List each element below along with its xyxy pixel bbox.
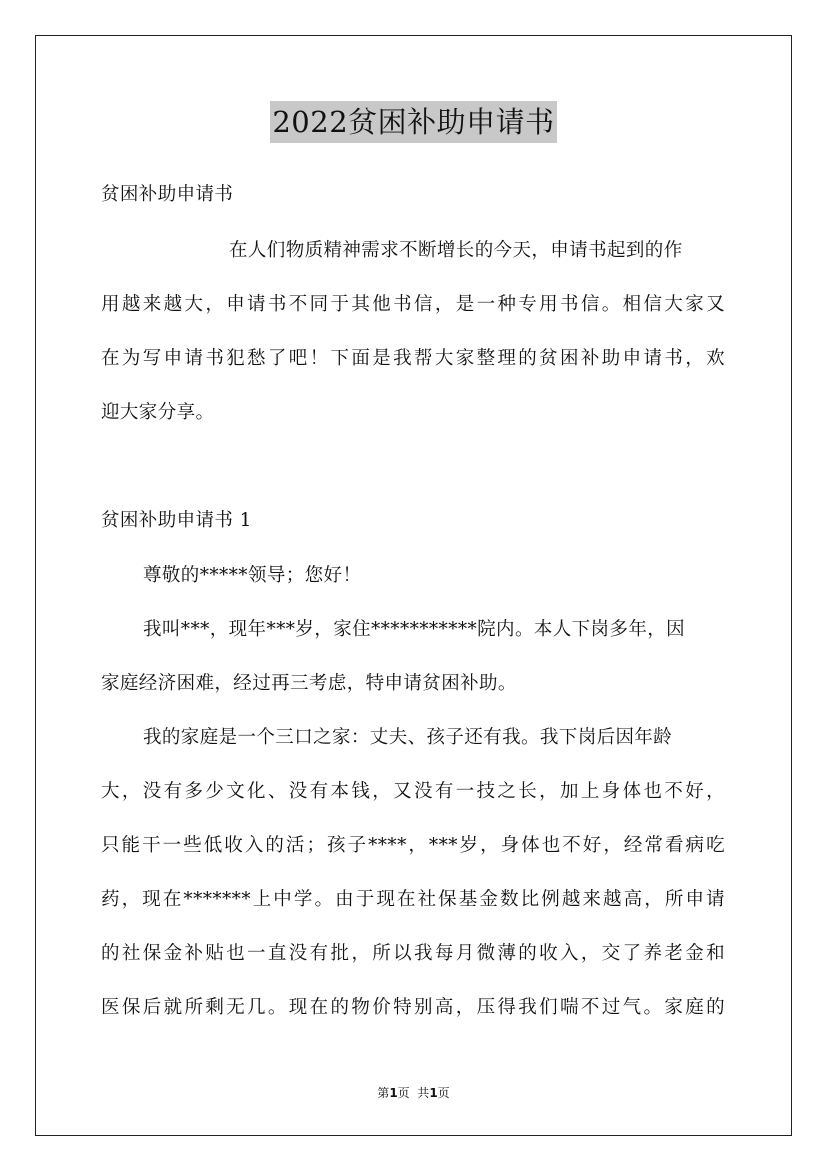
para2-line-2: 大，没有多少文化、没有本钱，又没有一技之长，加上身体也不好， (101, 781, 725, 802)
page-footer (0, 1084, 827, 1101)
section-title: 贫困补助申请书 1 (101, 510, 252, 531)
footer-page-prefix: 第 (377, 1086, 390, 1100)
intro-line-2: 用越来越大，申请书不同于其他书信，是一种专用书信。相信大家又 (101, 294, 725, 315)
footer-page-number: 1 (389, 1086, 398, 1100)
footer-page-suffix: 页 (437, 1086, 450, 1100)
intro-line-3: 在为写申请书犯愁了吧！下面是我帮大家整理的贫困补助申请书，欢 (101, 348, 725, 369)
intro-line-4: 迎大家分享。 (101, 402, 215, 423)
para1-line-2: 家庭经济困难，经过再三考虑，特申请贫困补助。 (101, 673, 517, 694)
para2-line-6: 医保后就所剩无几。现在的物价特别高，压得我们喘不过气。家庭的 (101, 997, 725, 1018)
para2-line-3: 只能干一些低收入的活；孩子****，***岁，身体也不好，经常看病吃 (101, 835, 725, 856)
subtitle: 贫困补助申请书 (101, 184, 234, 205)
para1-line-1: 我叫***，现年***岁，家住***********院内。本人下岗多年，因 (143, 619, 686, 640)
intro-line-1: 在人们物质精神需求不断增长的今天，申请书起到的作 (229, 240, 683, 261)
footer-page-mid: 页 共 (397, 1086, 430, 1100)
para2-line-1: 我的家庭是一个三口之家：丈夫、孩子还有我。我下岗后因年龄 (143, 727, 673, 748)
salutation: 尊敬的*****领导；您好！ (143, 565, 362, 586)
para2-line-4: 药，现在*******上中学。由于现在社保基金数比例越来越高，所申请 (101, 889, 725, 910)
para2-line-5: 的社保金补贴也一直没有批，所以我每月微薄的收入，交了养老金和 (101, 943, 725, 964)
footer-page-total: 1 (429, 1086, 438, 1100)
document-title: 2022贫困补助申请书 (270, 101, 556, 143)
title-container (0, 101, 827, 143)
